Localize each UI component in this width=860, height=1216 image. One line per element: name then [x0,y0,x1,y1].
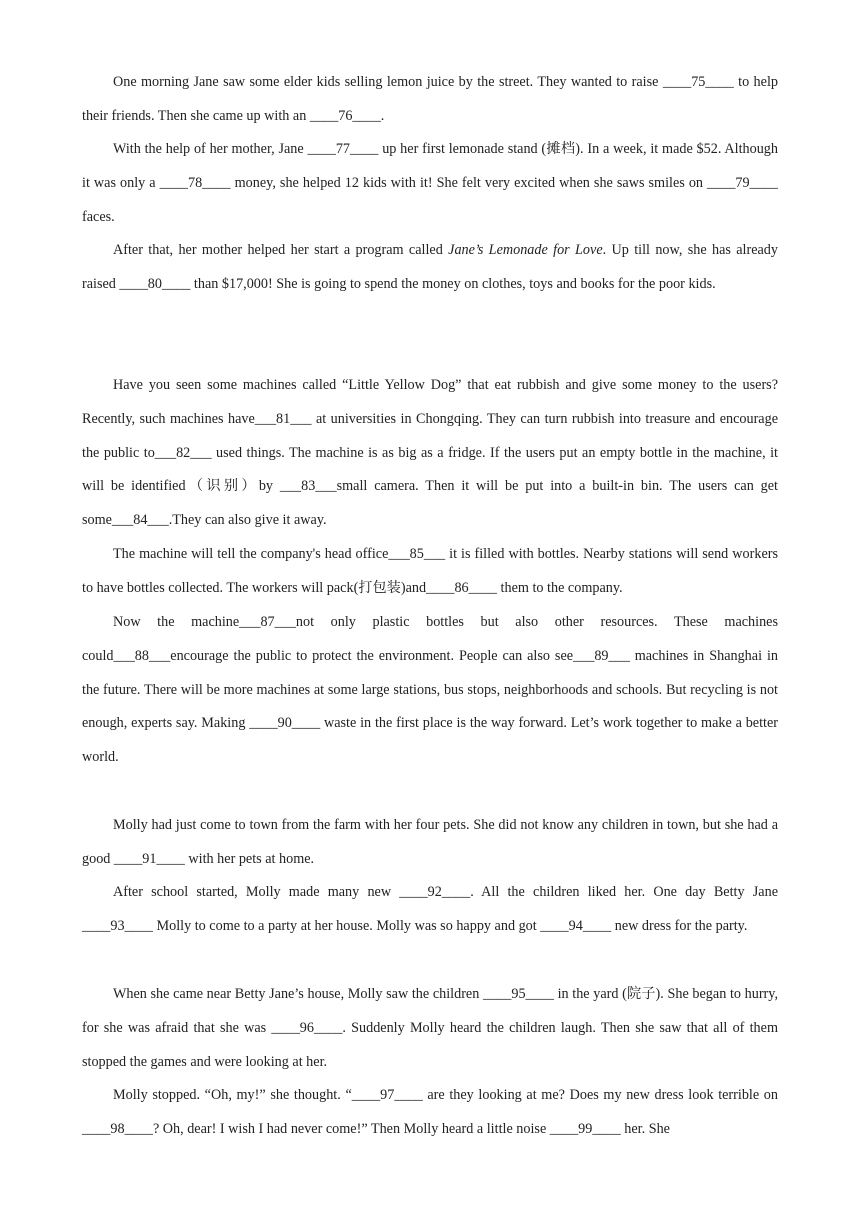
passage-1-paragraph-2: With the help of her mother, Jane ____77____ up her first lemonade stand (摊档). In a week, it made $52. Although it was only a ____78____ money, she helped 12 kids with it! She felt very excited when she saws smiles on ____79____ faces. [82,141,778,225]
paragraph-text: After that, her mother helped her start a program called [113,242,449,258]
program-name: Jane’s Lemonade for Love [448,242,603,258]
passage-3-paragraph-2: After school started, Molly made many new ____92____. All the children liked her. One day Betty Jane ____93____ Molly to come to a party at her house. Molly was so happy and got ____94____ new dress for the party. [82,884,778,934]
paragraph-text: . Up till now, she has already raised ____80____ than $17,000! She is going to spend the money on clothes, toys and books for the poor kids. [82,242,778,292]
passage-2-paragraph-1: Have you seen some machines called “Little Yellow Dog” that eat rubbish and give some money to the users? Recently, such machines have___81___ at universities in Chongqing. They can turn rubbish into treasure and encourage the public to___82___ used things. The machine is as big as a fridge. If the users put an empty bottle in the machine, it will be identified（识别）by ___83___small camera. Then it will be put into a built-in bin. The users can get some___84___.They can also give it away. [82,377,778,529]
passage-2-paragraph-3: Now the machine___87___not only plastic bottles but also other resources. These machines could___88___encourage the public to protect the environment. People can also see___89___ machines in Shanghai in the future. There will be more machines at some large stations, bus stops, neighborhoods and schools. But recycling is not enough, experts say. Making ____90____ waste in the first place is the way forward. Let’s work together to make a better world. [82,614,778,766]
passage-2-paragraph-2: The machine will tell the company's head office___85___ it is filled with bottles. Nearby stations will send workers to have bottles collected. The workers will pack(打包装)and____86____ them to the company. [82,546,778,596]
passage-3-paragraph-3: When she came near Betty Jane’s house, Molly saw the children ____95____ in the yard (院子). She began to hurry, for she was afraid that she was ____96____. Suddenly Molly heard the children laugh. Then she saw that all of them stopped the games and were looking at her. [82,986,778,1070]
passage-3-paragraph-4: Molly stopped. “Oh, my!” she thought. “____97____ are they looking at me? Does my new dress look terrible on ____98____? Oh, dear! I wish I had never come!” Then Molly heard a little noise ____99____ her. She [82,1087,778,1137]
passage-1-paragraph-1: One morning Jane saw some elder kids selling lemon juice by the street. They wanted to raise ____75____ to help their friends. Then she came up with an ____76____. [82,74,778,124]
passage-3-paragraph-1: Molly had just come to town from the farm with her four pets. She did not know any children in town, but she had a good ____91____ with her pets at home. [82,817,778,867]
passage-1-paragraph-3 [82,234,778,302]
